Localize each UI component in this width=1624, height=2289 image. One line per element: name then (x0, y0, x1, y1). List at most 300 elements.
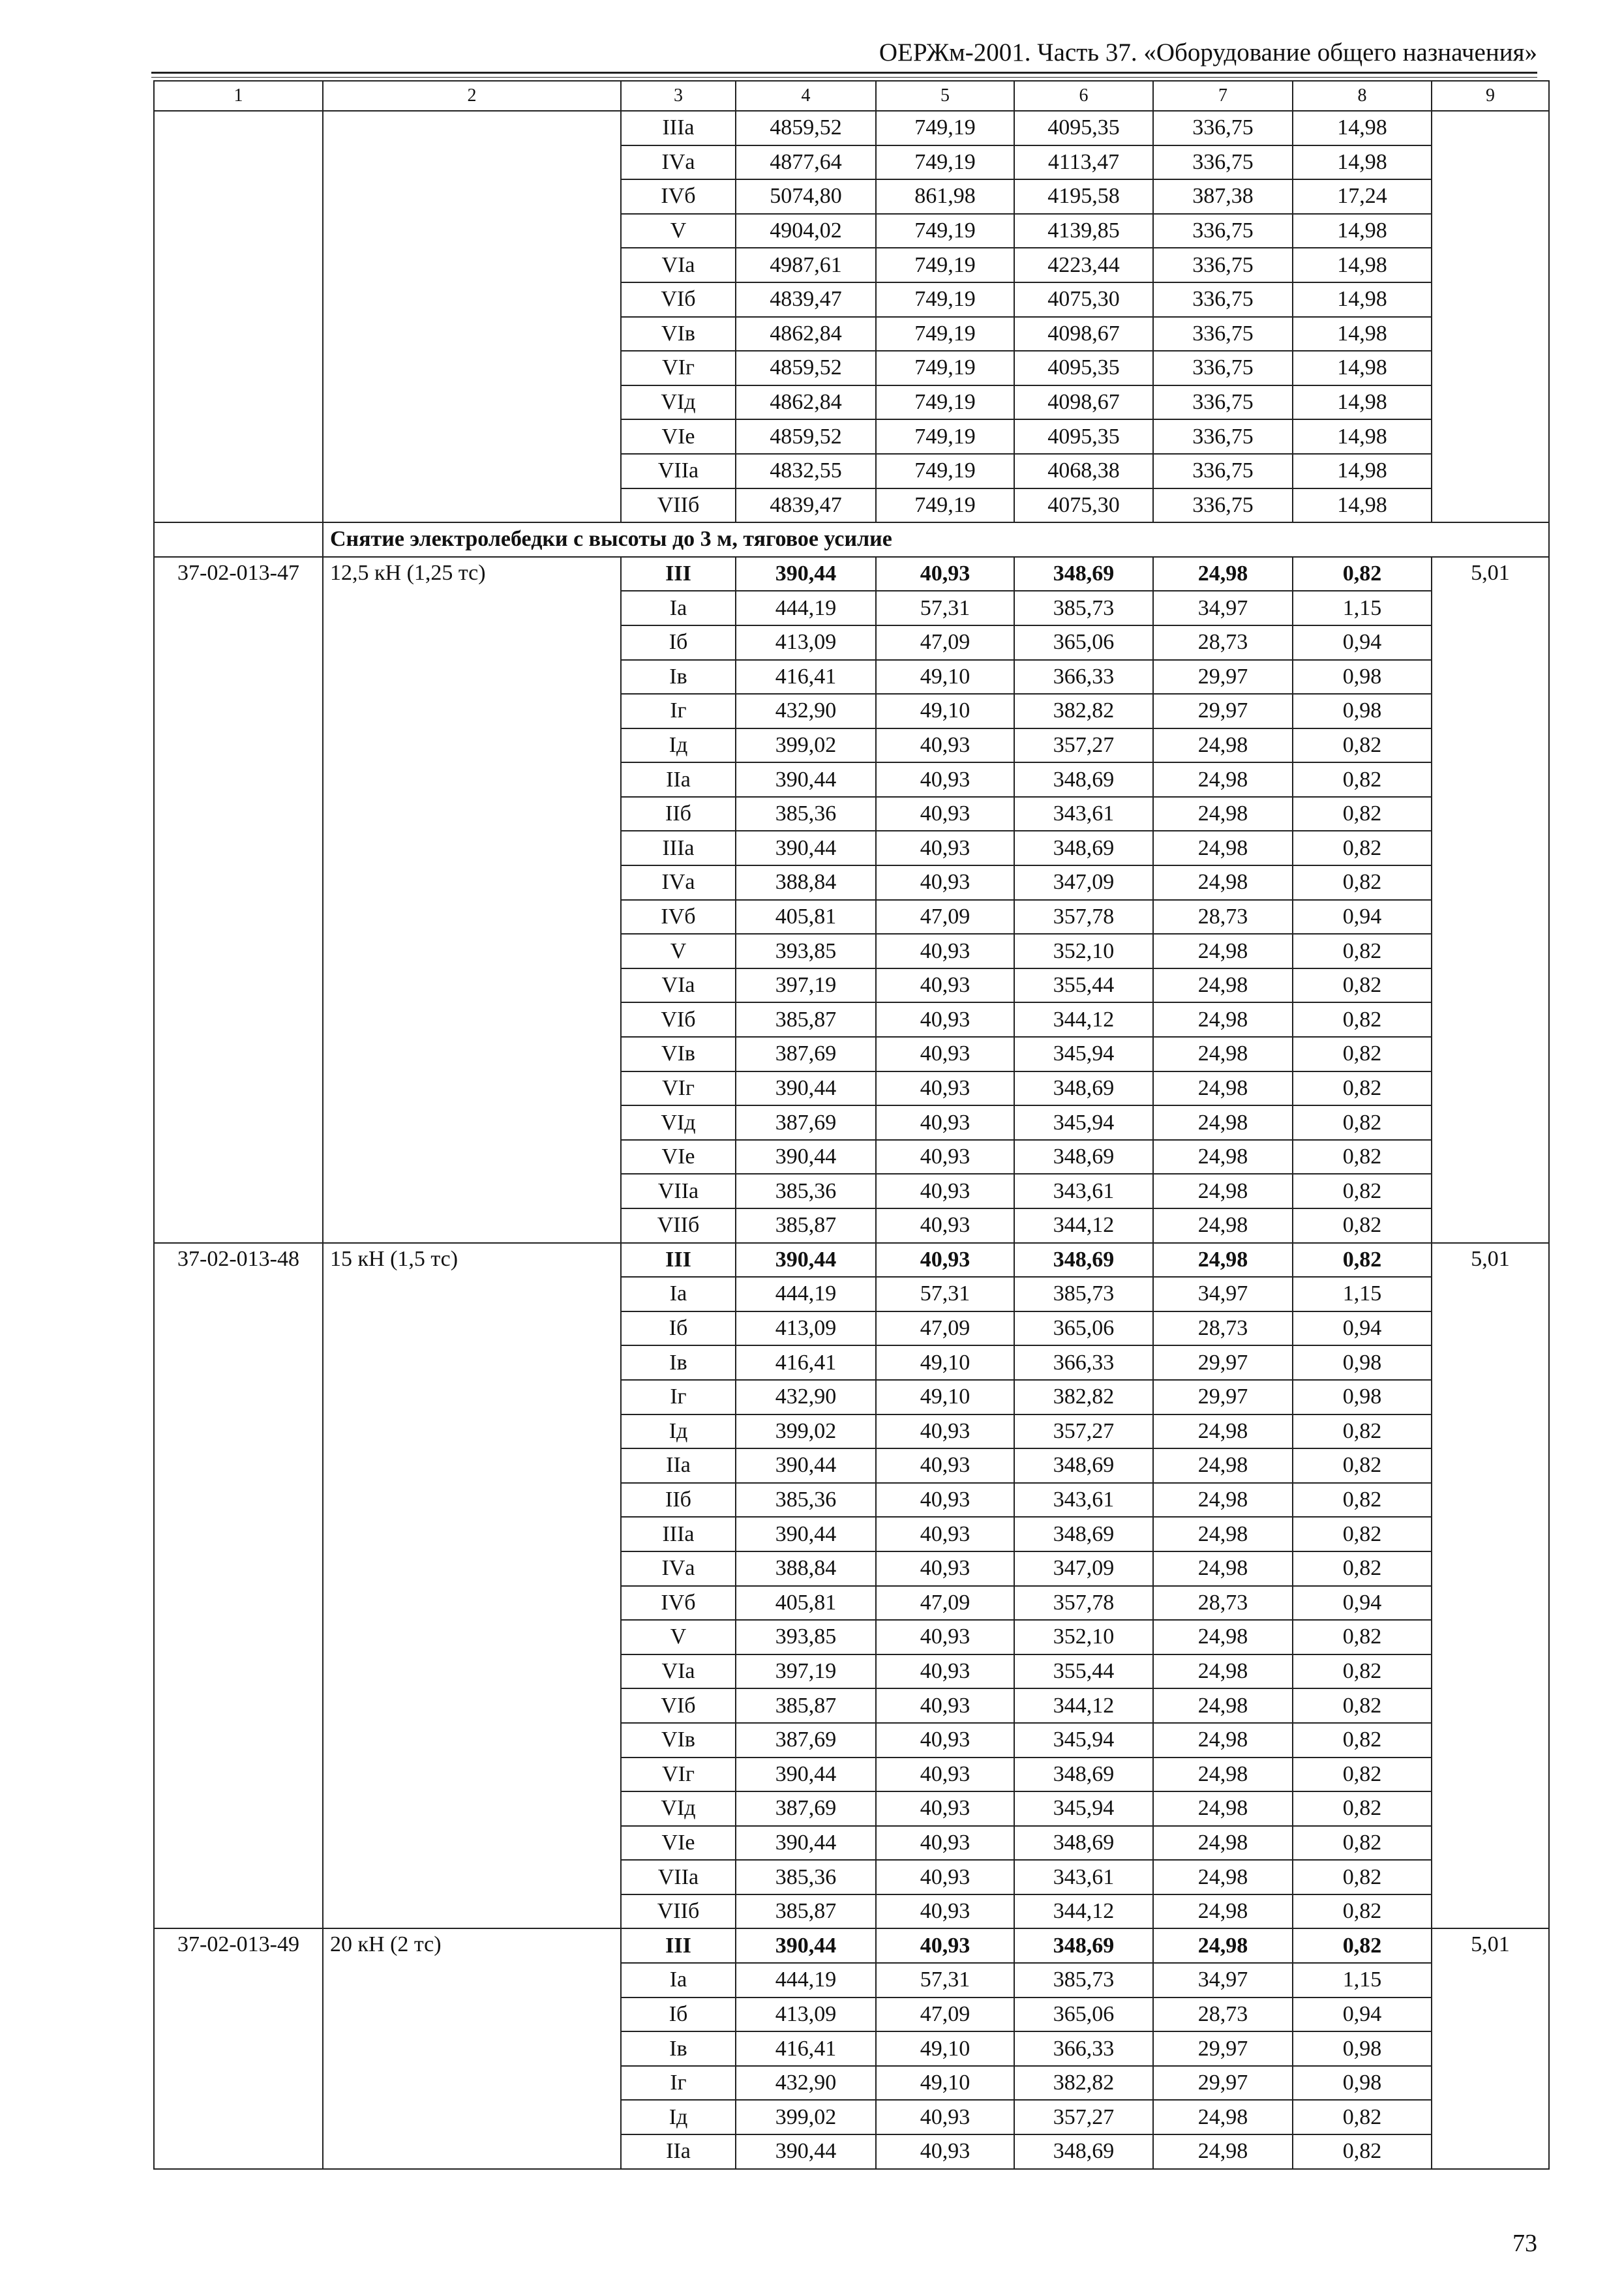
value-cell: 0,82 (1293, 2100, 1432, 2134)
value-cell: 24,98 (1153, 968, 1293, 1003)
zone-cell: Iб (621, 1311, 736, 1346)
value-cell: 40,93 (876, 1105, 1014, 1140)
value-cell: 352,10 (1014, 1620, 1153, 1654)
zone-cell: VIIб (621, 1894, 736, 1929)
header-rule-thick (151, 72, 1537, 74)
value-cell: 4832,55 (736, 454, 876, 488)
value-cell: 40,93 (876, 1448, 1014, 1483)
item-name: 20 кН (2 тс) (323, 1928, 621, 2168)
zone-cell: Iг (621, 1380, 736, 1414)
value-cell: 4987,61 (736, 248, 876, 282)
value-cell: 40,93 (876, 1208, 1014, 1243)
value-cell: 0,98 (1293, 694, 1432, 728)
value-cell: 40,93 (876, 1860, 1014, 1894)
zone-cell: VIа (621, 1654, 736, 1689)
value-cell: 24,98 (1153, 1894, 1293, 1929)
zone-cell: Iд (621, 2100, 736, 2134)
value-cell: 40,93 (876, 1037, 1014, 1071)
item-base-row (154, 1928, 1549, 1963)
value-cell: 4195,58 (1014, 179, 1153, 214)
value-cell: 405,81 (736, 1586, 876, 1621)
value-cell: 344,12 (1014, 1894, 1153, 1929)
zone-cell: Iв (621, 2031, 736, 2066)
value-cell: 40,93 (876, 865, 1014, 900)
value-cell: 399,02 (736, 1414, 876, 1449)
value-cell: 14,98 (1293, 385, 1432, 420)
value-cell: 382,82 (1014, 1380, 1153, 1414)
value-cell: 390,44 (736, 1928, 876, 1963)
value-cell: 4095,35 (1014, 419, 1153, 454)
value-cell: 444,19 (736, 1277, 876, 1311)
value-cell: 40,93 (876, 762, 1014, 797)
column-number-cell: 9 (1432, 81, 1549, 111)
value-cell: 24,98 (1153, 1208, 1293, 1243)
value-cell: 390,44 (736, 1243, 876, 1278)
value-cell: 0,82 (1293, 1174, 1432, 1208)
value-cell: 336,75 (1153, 385, 1293, 420)
value-cell: 14,98 (1293, 488, 1432, 523)
value-cell: 344,12 (1014, 1688, 1153, 1723)
value-cell: 4859,52 (736, 351, 876, 385)
value-cell: 388,84 (736, 865, 876, 900)
value-cell: 385,87 (736, 1688, 876, 1723)
zone-cell: IIа (621, 2134, 736, 2169)
zone-cell: IVб (621, 900, 736, 935)
zone-cell: VIIб (621, 1208, 736, 1243)
column-number-row (154, 81, 1549, 111)
value-cell: 24,98 (1153, 1071, 1293, 1106)
section-blank-cell (154, 522, 323, 557)
value-cell: 749,19 (876, 111, 1014, 145)
zone-cell: Iа (621, 1963, 736, 1997)
value-cell: 57,31 (876, 591, 1014, 625)
value-cell: 336,75 (1153, 111, 1293, 145)
value-cell: 0,82 (1293, 1414, 1432, 1449)
value-cell: 24,98 (1153, 762, 1293, 797)
value-cell: 357,27 (1014, 1414, 1153, 1449)
column-number-cell: 8 (1293, 81, 1432, 111)
value-cell: 336,75 (1153, 419, 1293, 454)
value-cell: 347,09 (1014, 865, 1153, 900)
value-cell: 0,82 (1293, 1826, 1432, 1861)
value-cell: 0,82 (1293, 1791, 1432, 1826)
value-cell: 14,98 (1293, 248, 1432, 282)
value-cell: 336,75 (1153, 488, 1293, 523)
value-cell: 0,82 (1293, 797, 1432, 831)
value-cell: 336,75 (1153, 317, 1293, 352)
value-cell: 40,93 (876, 728, 1014, 763)
value-cell: 387,69 (736, 1037, 876, 1071)
value-cell: 357,78 (1014, 900, 1153, 935)
value-cell: 0,82 (1293, 1105, 1432, 1140)
value-cell: 34,97 (1153, 591, 1293, 625)
value-cell: 348,69 (1014, 1140, 1153, 1174)
zone-cell: VIг (621, 1758, 736, 1792)
value-cell: 40,93 (876, 1551, 1014, 1586)
value-cell: 749,19 (876, 419, 1014, 454)
value-cell: 1,15 (1293, 1963, 1432, 1997)
value-cell: 28,73 (1153, 1997, 1293, 2032)
zone-cell: VIе (621, 1140, 736, 1174)
value-cell: 14,98 (1293, 419, 1432, 454)
zone-cell: IIб (621, 1483, 736, 1518)
page-number: 73 (1512, 2230, 1537, 2257)
value-cell: 40,93 (876, 831, 1014, 865)
value-cell: 4095,35 (1014, 351, 1153, 385)
zone-cell: Iд (621, 1414, 736, 1449)
value-cell: 40,93 (876, 1928, 1014, 1963)
item-code: 37-02-013-48 (154, 1243, 323, 1929)
value-cell: 347,09 (1014, 1551, 1153, 1586)
value-cell: 749,19 (876, 488, 1014, 523)
zone-cell: IVа (621, 145, 736, 180)
value-cell: 24,98 (1153, 1483, 1293, 1518)
column-number-cell: 5 (876, 81, 1014, 111)
item-col9: 5,01 (1432, 557, 1549, 1243)
zone-cell: VIа (621, 968, 736, 1003)
value-cell: 24,98 (1153, 1174, 1293, 1208)
value-cell: 390,44 (736, 2134, 876, 2169)
value-cell: 40,93 (876, 1071, 1014, 1106)
column-number-cell: 3 (621, 81, 736, 111)
value-cell: 366,33 (1014, 660, 1153, 695)
value-cell: 4859,52 (736, 419, 876, 454)
value-cell: 28,73 (1153, 900, 1293, 935)
value-cell: 29,97 (1153, 1345, 1293, 1380)
value-cell: 387,69 (736, 1791, 876, 1826)
value-cell: 357,27 (1014, 728, 1153, 763)
value-cell: 14,98 (1293, 111, 1432, 145)
value-cell: 24,98 (1153, 1551, 1293, 1586)
value-cell: 40,93 (876, 968, 1014, 1003)
value-cell: 0,82 (1293, 1448, 1432, 1483)
item-base-row (154, 1243, 1549, 1278)
value-cell: 24,98 (1153, 865, 1293, 900)
value-cell: 40,93 (876, 1791, 1014, 1826)
value-cell: 40,93 (876, 1140, 1014, 1174)
value-cell: 34,97 (1153, 1277, 1293, 1311)
value-cell: 393,85 (736, 934, 876, 968)
value-cell: 399,02 (736, 2100, 876, 2134)
value-cell: 343,61 (1014, 1860, 1153, 1894)
zone-cell: III (621, 1928, 736, 1963)
value-cell: 336,75 (1153, 145, 1293, 180)
value-cell: 352,10 (1014, 934, 1153, 968)
zone-cell: Iб (621, 1997, 736, 2032)
value-cell: 390,44 (736, 1517, 876, 1551)
value-cell: 49,10 (876, 660, 1014, 695)
value-cell: 4839,47 (736, 488, 876, 523)
value-cell: 387,69 (736, 1723, 876, 1758)
value-cell: 345,94 (1014, 1105, 1153, 1140)
column-number-cell: 2 (323, 81, 621, 111)
value-cell: 24,98 (1153, 1243, 1293, 1278)
value-cell: 365,06 (1014, 1997, 1153, 2032)
value-cell: 416,41 (736, 1345, 876, 1380)
value-cell: 49,10 (876, 694, 1014, 728)
value-cell: 1,15 (1293, 591, 1432, 625)
value-cell: 355,44 (1014, 1654, 1153, 1689)
value-cell: 24,98 (1153, 1448, 1293, 1483)
value-cell: 390,44 (736, 1071, 876, 1106)
table-row (154, 111, 1549, 145)
zone-cell: Iв (621, 1345, 736, 1380)
value-cell: 24,98 (1153, 1826, 1293, 1861)
value-cell: 47,09 (876, 1311, 1014, 1346)
value-cell: 24,98 (1153, 1620, 1293, 1654)
value-cell: 57,31 (876, 1963, 1014, 1997)
value-cell: 0,82 (1293, 1688, 1432, 1723)
value-cell: 387,38 (1153, 179, 1293, 214)
value-cell: 0,94 (1293, 1586, 1432, 1621)
value-cell: 0,82 (1293, 1551, 1432, 1586)
value-cell: 24,98 (1153, 728, 1293, 763)
value-cell: 24,98 (1153, 831, 1293, 865)
zone-cell: VIв (621, 1037, 736, 1071)
value-cell: 0,98 (1293, 1380, 1432, 1414)
value-cell: 24,98 (1153, 797, 1293, 831)
section-row (154, 522, 1549, 557)
value-cell: 0,82 (1293, 1517, 1432, 1551)
name-cell (323, 111, 621, 522)
item-name: 15 кН (1,5 тс) (323, 1243, 621, 1929)
item-col9: 5,01 (1432, 1928, 1549, 2168)
value-cell: 34,97 (1153, 1963, 1293, 1997)
value-cell: 40,93 (876, 2100, 1014, 2134)
value-cell: 40,93 (876, 1654, 1014, 1689)
value-cell: 24,98 (1153, 934, 1293, 968)
value-cell: 29,97 (1153, 694, 1293, 728)
zone-cell: VIг (621, 1071, 736, 1106)
value-cell: 47,09 (876, 625, 1014, 660)
value-cell: 0,82 (1293, 1243, 1432, 1278)
value-cell: 0,82 (1293, 557, 1432, 591)
value-cell: 413,09 (736, 1997, 876, 2032)
value-cell: 749,19 (876, 385, 1014, 420)
value-cell: 28,73 (1153, 1311, 1293, 1346)
value-cell: 28,73 (1153, 1586, 1293, 1621)
value-cell: 47,09 (876, 900, 1014, 935)
zone-cell: VIе (621, 1826, 736, 1861)
value-cell: 405,81 (736, 900, 876, 935)
zone-cell: VIб (621, 1002, 736, 1037)
value-cell: 0,82 (1293, 1208, 1432, 1243)
value-cell: 14,98 (1293, 282, 1432, 317)
value-cell: 390,44 (736, 1758, 876, 1792)
value-cell: 24,98 (1153, 1140, 1293, 1174)
zone-cell: VIе (621, 419, 736, 454)
value-cell: 24,98 (1153, 1105, 1293, 1140)
value-cell: 40,93 (876, 1414, 1014, 1449)
column-number-cell: 6 (1014, 81, 1153, 111)
zone-cell: IIIа (621, 831, 736, 865)
zone-cell: IVб (621, 1586, 736, 1621)
value-cell: 0,82 (1293, 865, 1432, 900)
value-cell: 24,98 (1153, 2100, 1293, 2134)
value-cell: 57,31 (876, 1277, 1014, 1311)
zone-cell: Iд (621, 728, 736, 763)
value-cell: 749,19 (876, 214, 1014, 248)
zone-cell: VIа (621, 248, 736, 282)
value-cell: 4904,02 (736, 214, 876, 248)
value-cell: 24,98 (1153, 1414, 1293, 1449)
value-cell: 365,06 (1014, 625, 1153, 660)
value-cell: 749,19 (876, 248, 1014, 282)
zone-cell: VIIб (621, 488, 736, 523)
value-cell: 40,93 (876, 2134, 1014, 2169)
item-code: 37-02-013-47 (154, 557, 323, 1243)
zone-cell: III (621, 1243, 736, 1278)
value-cell: 348,69 (1014, 1758, 1153, 1792)
value-cell: 385,36 (736, 1174, 876, 1208)
value-cell: 357,78 (1014, 1586, 1153, 1621)
value-cell: 24,98 (1153, 1723, 1293, 1758)
value-cell: 749,19 (876, 145, 1014, 180)
value-cell: 0,82 (1293, 1928, 1432, 1963)
value-cell: 432,90 (736, 694, 876, 728)
value-cell: 49,10 (876, 1345, 1014, 1380)
zone-cell: IIIа (621, 1517, 736, 1551)
value-cell: 14,98 (1293, 317, 1432, 352)
value-cell: 336,75 (1153, 282, 1293, 317)
value-cell: 385,87 (736, 1208, 876, 1243)
value-cell: 345,94 (1014, 1723, 1153, 1758)
zone-cell: Iа (621, 1277, 736, 1311)
value-cell: 28,73 (1153, 625, 1293, 660)
value-cell: 24,98 (1153, 1002, 1293, 1037)
value-cell: 348,69 (1014, 1517, 1153, 1551)
value-cell: 0,98 (1293, 660, 1432, 695)
value-cell: 24,98 (1153, 1517, 1293, 1551)
value-cell: 4862,84 (736, 317, 876, 352)
zone-cell: Iб (621, 625, 736, 660)
value-cell: 365,06 (1014, 1311, 1153, 1346)
value-cell: 387,69 (736, 1105, 876, 1140)
rates-table-body (154, 81, 1549, 2169)
value-cell: 749,19 (876, 351, 1014, 385)
value-cell: 0,82 (1293, 1483, 1432, 1518)
value-cell: 40,93 (876, 1758, 1014, 1792)
section-title: Снятие электролебедки с высоты до 3 м, тяговое усилие (323, 522, 1549, 557)
value-cell: 0,82 (1293, 1654, 1432, 1689)
value-cell: 4075,30 (1014, 282, 1153, 317)
value-cell: 40,93 (876, 557, 1014, 591)
value-cell: 24,98 (1153, 1654, 1293, 1689)
value-cell: 4139,85 (1014, 214, 1153, 248)
zone-cell: VIб (621, 1688, 736, 1723)
zone-cell: VIIа (621, 1860, 736, 1894)
zone-cell: V (621, 1620, 736, 1654)
value-cell: 390,44 (736, 1826, 876, 1861)
value-cell: 357,27 (1014, 2100, 1153, 2134)
value-cell: 24,98 (1153, 1037, 1293, 1071)
value-cell: 366,33 (1014, 2031, 1153, 2066)
page-header: ОЕРЖм-2001. Часть 37. «Оборудование общего назначения» (879, 38, 1537, 67)
code-cell (154, 111, 323, 522)
value-cell: 40,93 (876, 1688, 1014, 1723)
value-cell: 14,98 (1293, 145, 1432, 180)
zone-cell: Iа (621, 591, 736, 625)
value-cell: 343,61 (1014, 1483, 1153, 1518)
value-cell: 393,85 (736, 1620, 876, 1654)
value-cell: 348,69 (1014, 1071, 1153, 1106)
value-cell: 29,97 (1153, 660, 1293, 695)
value-cell: 40,93 (876, 1002, 1014, 1037)
value-cell: 385,73 (1014, 1963, 1153, 1997)
value-cell: 416,41 (736, 2031, 876, 2066)
value-cell: 0,82 (1293, 1860, 1432, 1894)
value-cell: 343,61 (1014, 797, 1153, 831)
column-number-cell: 1 (154, 81, 323, 111)
value-cell: 343,61 (1014, 1174, 1153, 1208)
value-cell: 4113,47 (1014, 145, 1153, 180)
zone-cell: VIв (621, 1723, 736, 1758)
value-cell: 345,94 (1014, 1037, 1153, 1071)
value-cell: 29,97 (1153, 2031, 1293, 2066)
value-cell: 0,98 (1293, 1345, 1432, 1380)
value-cell: 40,93 (876, 1517, 1014, 1551)
value-cell: 749,19 (876, 317, 1014, 352)
value-cell: 348,69 (1014, 1826, 1153, 1861)
value-cell: 0,82 (1293, 1140, 1432, 1174)
value-cell: 17,24 (1293, 179, 1432, 214)
value-cell: 336,75 (1153, 214, 1293, 248)
zone-cell: IVб (621, 179, 736, 214)
value-cell: 49,10 (876, 2031, 1014, 2066)
value-cell: 49,10 (876, 1380, 1014, 1414)
item-code: 37-02-013-49 (154, 1928, 323, 2168)
value-cell: 0,94 (1293, 625, 1432, 660)
zone-cell: IIа (621, 1448, 736, 1483)
rates-table (153, 80, 1550, 2170)
value-cell: 40,93 (876, 1894, 1014, 1929)
value-cell: 749,19 (876, 454, 1014, 488)
item-col9: 5,01 (1432, 1243, 1549, 1929)
value-cell: 40,93 (876, 1174, 1014, 1208)
value-cell: 390,44 (736, 762, 876, 797)
value-cell: 4223,44 (1014, 248, 1153, 282)
zone-cell: VIIа (621, 1174, 736, 1208)
value-cell: 0,98 (1293, 2066, 1432, 2101)
value-cell: 4095,35 (1014, 111, 1153, 145)
value-cell: 0,82 (1293, 1620, 1432, 1654)
value-cell: 0,82 (1293, 1758, 1432, 1792)
value-cell: 4862,84 (736, 385, 876, 420)
value-cell: 348,69 (1014, 557, 1153, 591)
zone-cell: Iв (621, 660, 736, 695)
value-cell: 397,19 (736, 968, 876, 1003)
header-rule-thin (151, 77, 1537, 78)
value-cell: 40,93 (876, 1723, 1014, 1758)
zone-cell: VIIа (621, 454, 736, 488)
zone-cell: IVа (621, 1551, 736, 1586)
value-cell: 0,82 (1293, 1071, 1432, 1106)
value-cell: 5074,80 (736, 179, 876, 214)
value-cell: 345,94 (1014, 1791, 1153, 1826)
value-cell: 0,82 (1293, 1037, 1432, 1071)
value-cell: 336,75 (1153, 248, 1293, 282)
zone-cell: IIа (621, 762, 736, 797)
value-cell: 24,98 (1153, 1688, 1293, 1723)
value-cell: 0,82 (1293, 1002, 1432, 1037)
value-cell: 29,97 (1153, 1380, 1293, 1414)
item-name: 12,5 кН (1,25 тс) (323, 557, 621, 1243)
value-cell: 413,09 (736, 1311, 876, 1346)
value-cell: 4098,67 (1014, 385, 1153, 420)
value-cell: 444,19 (736, 591, 876, 625)
zone-cell: IVа (621, 865, 736, 900)
zone-cell: V (621, 214, 736, 248)
